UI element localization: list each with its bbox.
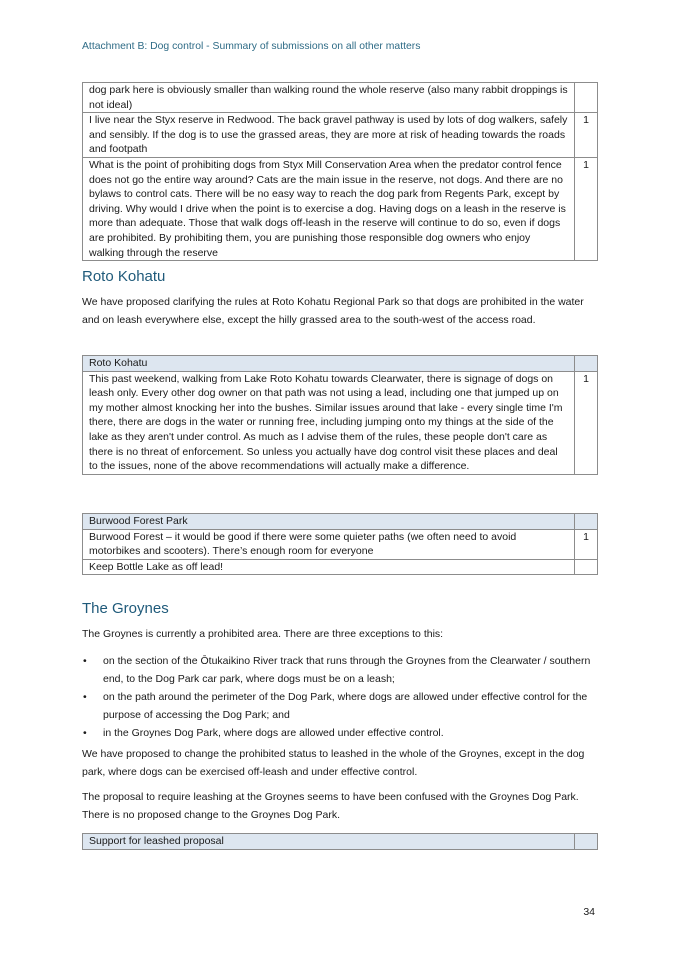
table-header: Support for leashed proposal bbox=[83, 834, 575, 850]
submission-count: 1 bbox=[575, 113, 598, 158]
submission-count: 1 bbox=[575, 529, 598, 559]
table-row bbox=[83, 157, 598, 260]
submission-text: Keep Bottle Lake as off lead! bbox=[83, 559, 575, 575]
groynes-exceptions-list bbox=[82, 652, 598, 742]
submission-count: 1 bbox=[575, 157, 598, 260]
roto-kohatu-table bbox=[82, 355, 598, 475]
list-item: • on the path around the perimeter of the Dog Park, where dogs are allowed under effective control for the purpose of accessing the Dog Park; and bbox=[82, 688, 598, 724]
table-header-row bbox=[83, 834, 598, 850]
table-header: Burwood Forest Park bbox=[83, 514, 575, 530]
page-header: Attachment B: Dog control - Summary of submissions on all other matters bbox=[82, 41, 421, 52]
table-header: Roto Kohatu bbox=[83, 356, 575, 372]
groynes-proposal-paragraph: We have proposed to change the prohibited status to leashed in the whole of the Groynes, except in the dog park, where dogs can be exercised off-leash and under effective control. bbox=[82, 748, 585, 778]
submission-count: 1 bbox=[575, 371, 598, 474]
table-row bbox=[83, 83, 598, 113]
submission-text: What is the point of prohibiting dogs from Styx Mill Conservation Area when the predator control fence does not go the entire way around? Cats are the main issue in the reserve, not dogs. And there are no bylaws to control cats. There will be no easy way to reach the dog park from Regents Park, except by driving. Why would I drive when the point is to exercise a dog. Having dogs on a leash in the reserve is more than adequate. Those that walk dogs off-leash in the reserve will continue to do so, even if dogs are prohibited. By prohibiting them, you are punishing those responsible dog owners who enjoy walking through the reserve bbox=[83, 157, 575, 260]
groynes-support-table bbox=[82, 833, 598, 850]
table-header-count bbox=[575, 834, 598, 850]
table-row bbox=[83, 559, 598, 575]
submission-text: I live near the Styx reserve in Redwood. The back gravel pathway is used by lots of dog walkers, safely and sensibly. If the dog is to use the grassed areas, they are more at risk of heading towards the roads and footpath bbox=[83, 113, 575, 158]
table-header-row bbox=[83, 514, 598, 530]
section-title-groynes: The Groynes bbox=[82, 600, 169, 617]
groynes-clarification-paragraph: The proposal to require leashing at the Groynes seems to have been confused with the Groynes Dog Park. There is no proposed change to the Groynes Dog Park. bbox=[82, 791, 579, 821]
table-row bbox=[83, 113, 598, 158]
list-item: • in the Groynes Dog Park, where dogs are allowed under effective control. bbox=[82, 724, 598, 742]
submission-text: Burwood Forest – it would be good if there were some quieter paths (we often need to avoid motorbikes and scooters). There’s enough room for everyone bbox=[83, 529, 575, 559]
section-title-roto-kohatu: Roto Kohatu bbox=[82, 268, 166, 285]
burwood-table bbox=[82, 513, 598, 575]
page-number: 34 bbox=[583, 906, 595, 918]
submission-count bbox=[575, 559, 598, 575]
submission-text: This past weekend, walking from Lake Roto Kohatu towards Clearwater, there is signage of dogs on leash only. Every other dog owner on that path was not using a lead, including one that jumped up on my mother almost knocking her into the bushes. Similar issues around that lake - every single time I'm there, there are dogs in the water or running free, including jumping onto my things at the side of the lake as they aren't under control. As much as I advise them of the rules, these people don't care as there is no threat of enforcement. So unless you actually have dog control visit these places and deal to the issues, none of the above recommendations will actually make a difference. bbox=[83, 371, 575, 474]
table-header-count bbox=[575, 356, 598, 372]
table-header-row bbox=[83, 356, 598, 372]
groynes-intro: The Groynes is currently a prohibited area. There are three exceptions to this: bbox=[82, 628, 444, 640]
table-row bbox=[83, 371, 598, 474]
table-row bbox=[83, 529, 598, 559]
submission-text: dog park here is obviously smaller than walking round the whole reserve (also many rabbit droppings is not ideal) bbox=[83, 83, 575, 113]
styx-submissions-table bbox=[82, 82, 598, 261]
table-header-count bbox=[575, 514, 598, 530]
submission-count bbox=[575, 83, 598, 113]
roto-kohatu-intro: We have proposed clarifying the rules at Roto Kohatu Regional Park so that dogs are prohibited in the water and on leash everywhere else, except the hilly grassed area to the south-west of the access road. bbox=[82, 296, 584, 326]
list-item: • on the section of the Ōtukaikino River track that runs through the Groynes from the Clearwater / southern end, to the Dog Park car park, where dogs must be on a leash; bbox=[82, 652, 598, 688]
